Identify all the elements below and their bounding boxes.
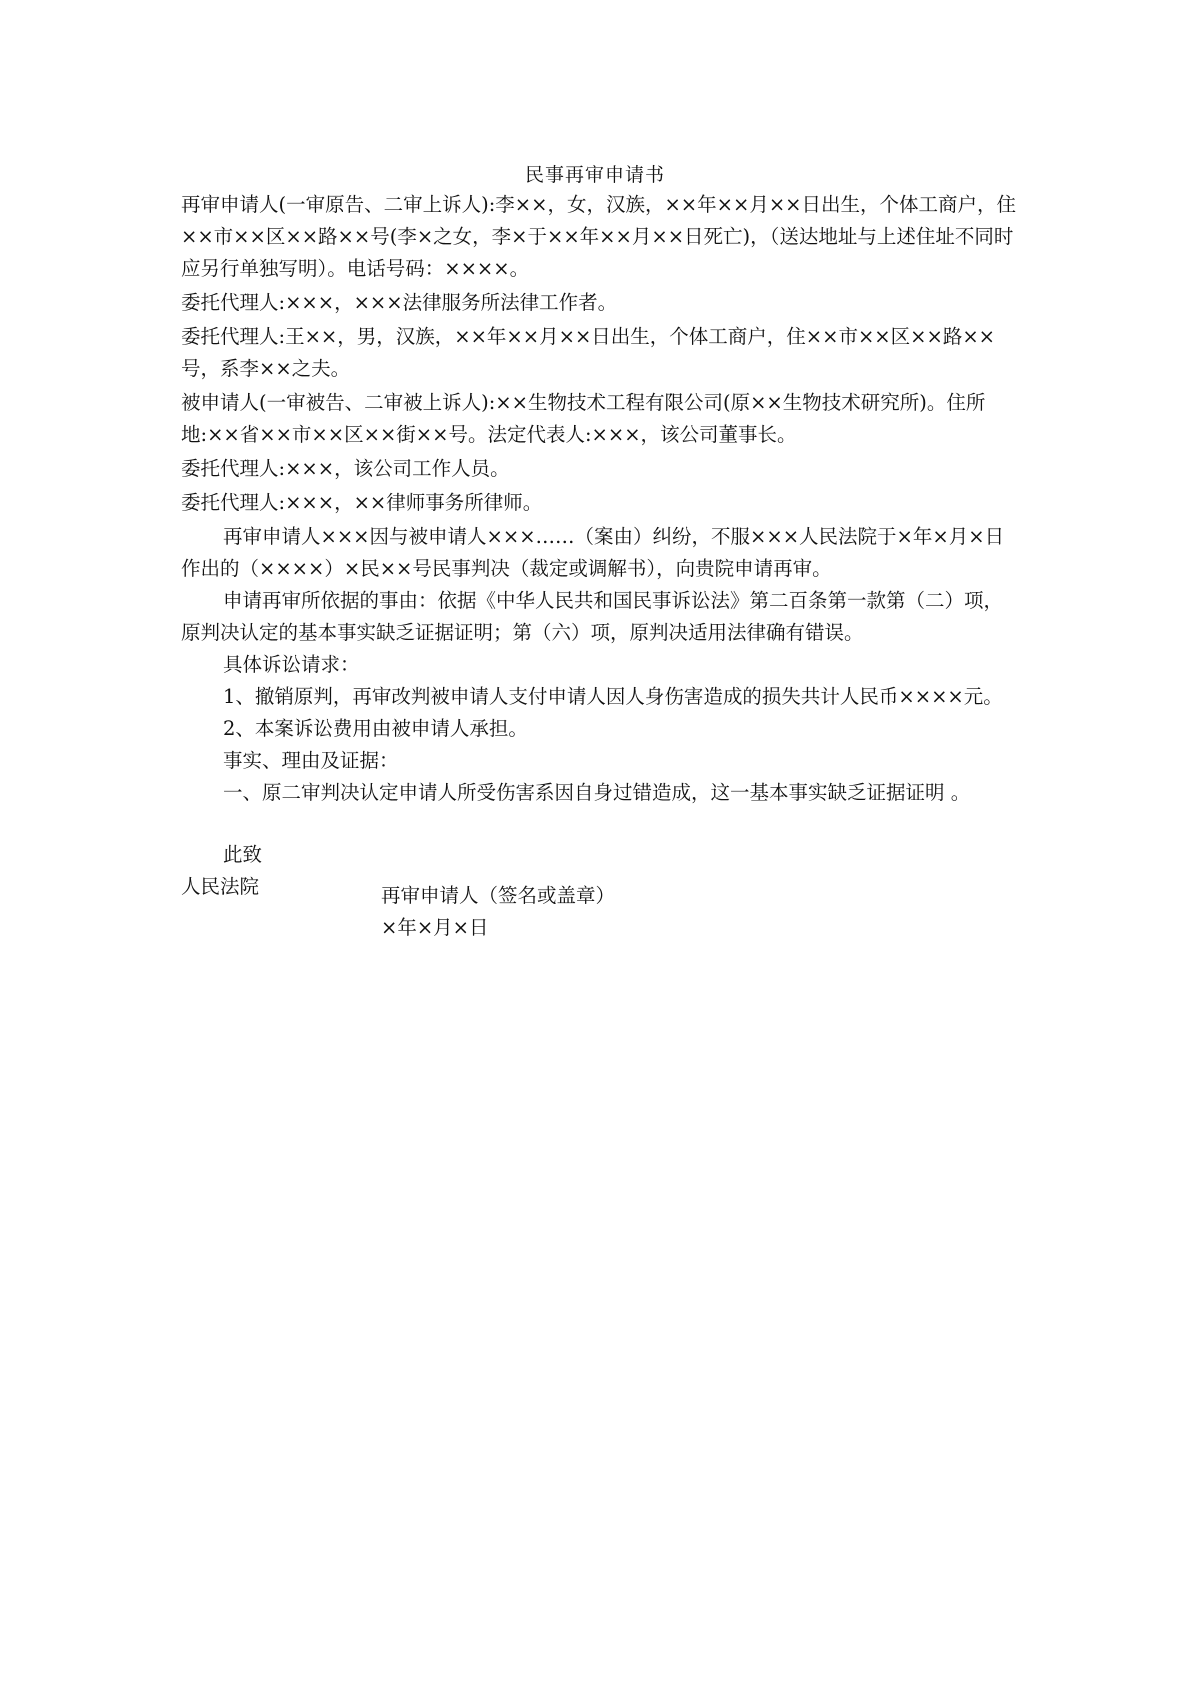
party-agent-1: 委托代理人:×××，×××法律服务所法律工作者。 — [181, 291, 618, 314]
document-body — [181, 189, 1021, 903]
party-respondent-agent-1: 委托代理人:×××，该公司工作人员。 — [181, 457, 510, 480]
party-applicant: 再审申请人(一审原告、二审上诉人):李××，女，汉族，××年××月××日出生，个体工商户，住××市××区××路××号(李×之女，李×于××年××月××日死亡)，（送达地址与上述住址不同时应另行单独写明）。电话号码：××××。 — [181, 193, 1016, 280]
paragraph-claims-heading: 具体诉讼请求： — [223, 653, 360, 676]
party-respondent: 被申请人(一审被告、二审被上诉人):××生物技术工程有限公司(原××生物技术研究所)。住所地:××省××市××区××街××号。法定代表人:×××，该公司董事长。 — [181, 391, 986, 446]
paragraph-grounds: 申请再审所依据的事由：依据《中华人民共和国民事诉讼法》第二百条第一款第（二）项，原判决认定的基本事实缺乏证据证明；第（六）项，原判决适用法律确有错误。 — [181, 589, 1004, 644]
closing-court: 人民法院 — [181, 875, 260, 898]
signature-date: ×年×月×日 — [381, 916, 489, 939]
closing-salutation: 此致 — [223, 843, 263, 866]
paragraph-claim-1: 1、撤销原判，再审改判被申请人支付申请人因人身伤害造成的损失共计人民币××××元。 — [223, 685, 1003, 708]
signature-applicant: 再审申请人（签名或盖章） — [381, 884, 616, 907]
document-title: 民事再审申请书 — [524, 164, 665, 186]
paragraph-fact-1: 一、原二审判决认定申请人所受伤害系因自身过错造成，这一基本事实缺乏证据证明 。 — [223, 781, 971, 804]
party-respondent-agent-2: 委托代理人:×××，××律师事务所律师。 — [181, 491, 543, 514]
party-agent-2: 委托代理人:王××，男，汉族，××年××月××日出生，个体工商户，住××市××区××路××号，系李××之夫。 — [181, 325, 995, 380]
paragraph-intro: 再审申请人×××因与被申请人×××……（案由）纠纷，不服×××人民法院于×年×月×日作出的（××××）×民××号民事判决（裁定或调解书），向贵院申请再审。 — [181, 525, 1005, 580]
paragraph-claim-2: 2、本案诉讼费用由被申请人承担。 — [223, 717, 528, 740]
spacer — [181, 809, 1021, 839]
paragraph-facts-heading: 事实、理由及证据： — [223, 749, 399, 772]
